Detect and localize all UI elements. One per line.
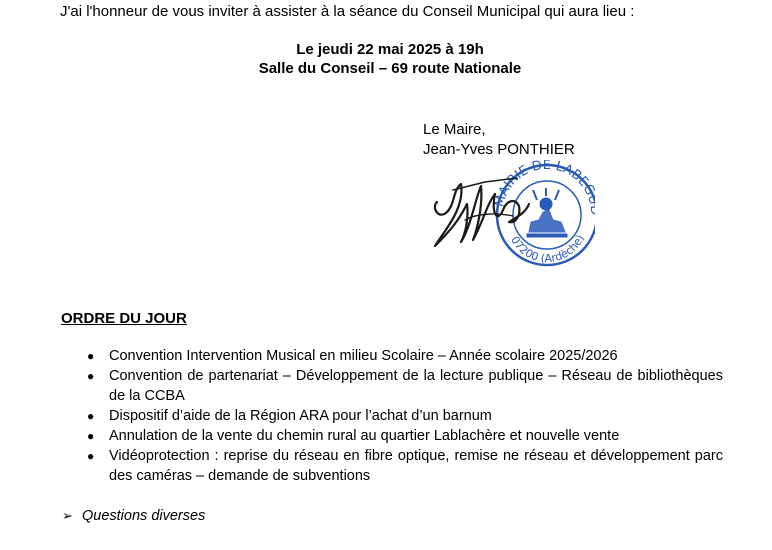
stamp-emblem [527,188,567,237]
meeting-location: Salle du Conseil – 69 route Nationale [258,60,522,77]
questions-diverses: ➢ Questions diverses [62,508,206,524]
meeting-date: Le jeudi 22 mai 2025 à 19h [296,41,484,58]
bullet-icon: ● [87,409,95,423]
bullet-icon: ● [87,369,95,383]
agenda-list [82,346,723,486]
invitation-text: J'ai l'honneur de vous inviter à assister à la séance du Conseil Municipal qui aura lieu : [60,3,635,20]
agenda-title: ORDRE DU JOUR [61,310,187,327]
list-item: ● Vidéoprotection : reprise du réseau en fibre optique, remise ne réseau et développement parc des caméras – demande de subventions [87,448,723,484]
signatory-name: Jean-Yves PONTHIER [423,141,575,158]
bullet-icon: ● [87,349,95,363]
official-stamp-icon [425,160,595,270]
list-item: ● Dispositif d’aide de la Région ARA pour l’achat d’un barnum [87,408,492,424]
stamp-top-text: MAIRIE DE LABE [492,160,592,209]
list-item: ● Convention de partenariat – Développement de la lecture publique – Réseau de bibliothèques de la CCBA [87,368,723,404]
bullet-icon: ● [87,429,95,443]
arrow-bullet-icon: ➢ [62,508,73,523]
bullet-icon: ● [87,449,95,463]
list-item: ● Convention Intervention Musical en milieu Scolaire – Année scolaire 2025/2026 [87,348,618,364]
list-item: ● Annulation de la vente du chemin rural au quartier Lablachère et nouvelle vente [87,428,620,444]
stamp-bottom-text: 07200 (Ardèche) [508,232,587,266]
signature-and-stamp [425,160,595,270]
signatory-role: Le Maire, [423,121,486,138]
